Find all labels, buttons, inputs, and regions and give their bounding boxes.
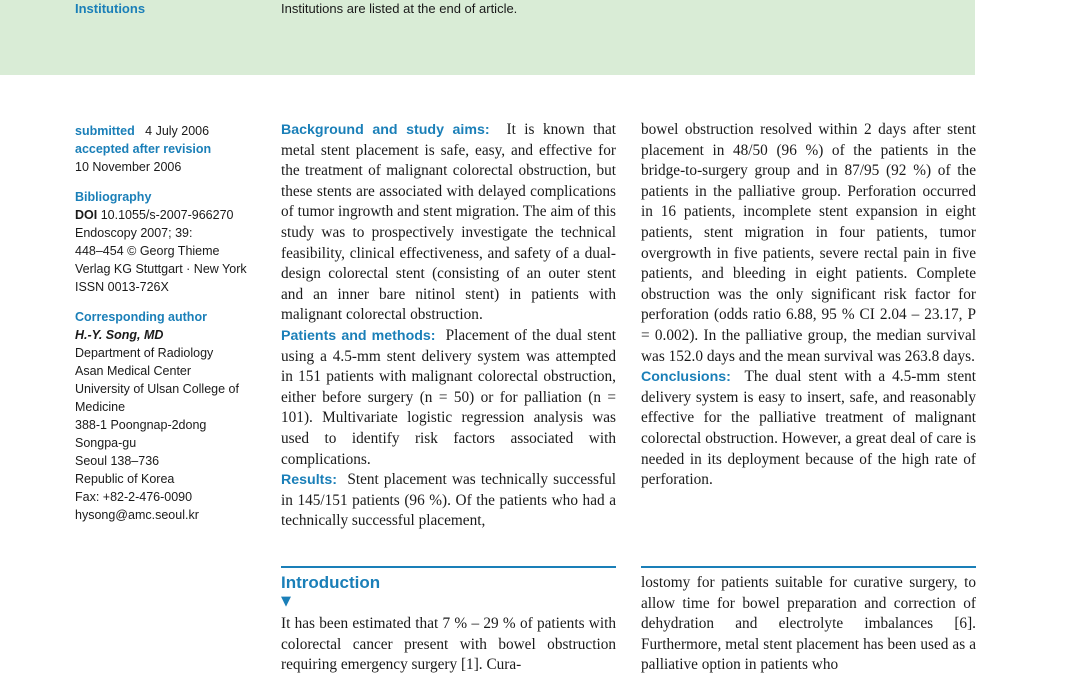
intro-column-right bbox=[641, 573, 976, 676]
citation-line: Verlag KG Stuttgart · New York bbox=[75, 262, 247, 276]
address-line: Republic of Korea bbox=[75, 472, 175, 486]
banner-label: Institutions bbox=[75, 1, 146, 16]
conclusions-text: The dual stent with a 4.5-mm stent delivery system is easy to insert, safe, and reasonably effective for the palliative treatment of malignant colorectal obstruction. However, a great deal of care is needed in its deployment because of the high rate of perforation. bbox=[641, 368, 977, 489]
section-divider bbox=[281, 566, 616, 568]
address-line: Department of Radiology bbox=[75, 346, 214, 360]
background-text: It is known that metal stent placement is safe, easy, and effective for the treatment of malignant colorectal obstruction, but these stents are associated with delayed complications of tumor ingrowth and stent migration. The aim of this study was to prospectively investigate the technical feasibility, clinical effectiveness, and safety of a dual-design colorectal stent (consisting of an outer stent and an inner bare nitinol stent) in patients with malignant colorectal obstruction. bbox=[281, 121, 616, 324]
intro-paragraph: It has been estimated that 7 % – 29 % of patients with colorectal cancer present with bowel obstruction requiring emergency surgery [1]. Cura- bbox=[281, 615, 616, 674]
methods-heading: Patients and methods: bbox=[281, 327, 436, 344]
citation-line: ISSN 0013-726X bbox=[75, 280, 169, 294]
address-line: University of Ulsan College of bbox=[75, 382, 239, 396]
doi-link[interactable]: 10.1055/s-2007-966270 bbox=[100, 208, 234, 222]
background-heading: Background and study aims: bbox=[281, 122, 490, 138]
intro-paragraph: lostomy for patients suitable for curative surgery, to allow time for bowel preparation and correction of dehydration and electrolyte imbalances [6]. Furthermore, metal stent placement has been used as a palliative option in patients who bbox=[641, 574, 976, 674]
results-heading: Results: bbox=[281, 472, 337, 489]
banner-text: Institutions are listed at the end of article. bbox=[281, 1, 518, 16]
fax-line: Fax: +82-2-476-0090 bbox=[75, 490, 193, 504]
submitted-label: submitted bbox=[75, 124, 135, 138]
section-divider bbox=[641, 566, 976, 568]
address-line: Medicine bbox=[75, 400, 126, 414]
intro-column-left bbox=[281, 614, 616, 676]
conclusions-heading: Conclusions: bbox=[641, 369, 731, 386]
address-line: Seoul 138–736 bbox=[75, 454, 160, 468]
article-sidebar bbox=[75, 122, 265, 524]
abstract-column-right bbox=[641, 120, 976, 491]
email-link[interactable]: hysong@amc.seoul.kr bbox=[75, 508, 199, 522]
citation-line: Endoscopy 2007; 39: bbox=[75, 226, 193, 240]
methods-text: Placement of the dual stent using a 4.5-mm stent delivery system was attempted in 151 patients with malignant colorectal obstruction, either before surgery (n = 50) or for palliation (n = 101). Multivariate logistic regression analysis was used to identify risk factors associated with complications. bbox=[281, 326, 616, 468]
revision-label: accepted after revision bbox=[75, 142, 212, 156]
submitted-date: 4 July 2006 bbox=[145, 124, 210, 138]
address-line: Songpa-gu bbox=[75, 436, 137, 450]
results-continued: bowel obstruction resolved within 2 days after stent placement in 48/50 (96 %) of the patients in the bridge-to-surgery group and in 87/95 (92 %) of the patients in the palliative group. Perforation occurred in 16 patients, incomplete stent expansion in eight patients, stent migration in four patients, tumor overgrowth in five patients, severe rectal pain in five patients, and bleeding in eight patients. Complete obstruction was the only significant risk factor for perforation (odds ratio 6.88, 95 % CI 2.04 – 23.17, P = 0.002). In the palliative group, the median survival was 152.0 days and the mean survival was 263.8 days. bbox=[641, 121, 976, 365]
abstract-column-left bbox=[281, 120, 616, 532]
revision-date: 10 November 2006 bbox=[75, 160, 182, 174]
results-text: Stent placement was technically successful in 145/151 patients (96 %). Of the patients who had a technically successful placement, bbox=[281, 471, 617, 530]
address-line: 388-1 Poongnap-2dong bbox=[75, 418, 207, 432]
intro-heading: Introduction bbox=[281, 573, 381, 592]
address-line: Asan Medical Center bbox=[75, 364, 192, 378]
triangle-down-icon: ▼ bbox=[281, 594, 291, 609]
corresponding-label: Corresponding author bbox=[75, 310, 207, 324]
author-name: H.-Y. Song, MD bbox=[75, 328, 164, 342]
citation-line: 448–454 © Georg Thieme bbox=[75, 244, 220, 258]
bibliography-label: Bibliography bbox=[75, 190, 152, 204]
institutions-banner bbox=[0, 0, 975, 75]
doi-label: DOI bbox=[75, 208, 98, 222]
